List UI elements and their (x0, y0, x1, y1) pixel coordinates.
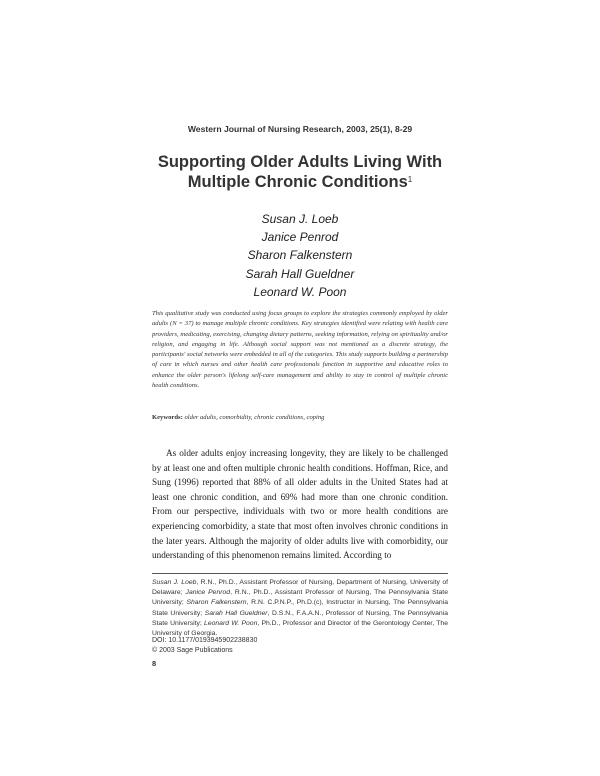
footnote-divider (152, 573, 448, 574)
footnote-author-affiliation: , R.N. C.P.N.P., Ph.D.(c), Instructor in Nursing, The Pennsylvania State University; (152, 599, 448, 617)
abstract: This qualitative study was conducted using focus groups to explore the strategies commonly employed by older adults (N = 37) to manage multiple chronic conditions. Key strategies identified were relating with health care providers, medicating, exercising, changing dietary patterns, seeking information, relying on spirituality and/or religion, and engaging in life. Although social support was not mentioned as a discrete strategy, the participants' social networks were embedded in all of the categories. This study supports building a partnership of care in which nurses and other health care professionals function in supportive and educative roles to enhance the older person's lifelong self-care management and ability to stay in control of multiple chronic health conditions. (152, 310, 448, 390)
author-affiliations-footnote (152, 578, 448, 639)
footnote-author-name: Leonard W. Poon (204, 619, 258, 627)
author-name: Leonard W. Poon (253, 284, 347, 299)
author-list (0, 210, 600, 301)
footnote-author-affiliation: , Ph.D., Professor and Director of the Gerontology Center, The University of Georgia. (152, 619, 448, 638)
author-name: Sharon Falkenstern (247, 248, 353, 263)
footnote-author-affiliation: , R.N., Ph.D., Assistant Professor of Nursing, Department of Nursing, University of Delaware; (152, 579, 448, 597)
footnote-author-affiliation: , D.S.N., F.A.A.N., Professor of Nursing, The Pennsylvania State University; (152, 609, 448, 627)
publication-info (152, 636, 448, 656)
keywords (152, 414, 448, 421)
footnote-author-affiliation: , R.N., Ph.D., Assistant Professor of Nursing, The Pennsylvania State University; (152, 589, 448, 607)
footnote-author-name: Sharon Falkenstern (186, 599, 247, 607)
article-title (100, 152, 500, 192)
body-paragraph: As older adults enjoy increasing longevity, they are likely to be challenged by at least one and often multiple chronic health conditions. Hoffman, Rice, and Sung (1996) reported that 88% of all older adults in the United States had at least one chronic condition, and 69% had more than one chronic condition. From our perspective, individuals with two or more health conditions are experiencing comorbidity, a state that most often involves chronic conditions in the later years. Although the majority of older adults live with comorbidity, our understanding of this phenomenon remains limited. According to (152, 448, 448, 561)
keywords-list: older adults, comorbidity, chronic conditions, coping (184, 414, 325, 421)
author-name: Janice Penrod (261, 230, 339, 245)
doi: DOI: 10.1177/0193945902238830 (152, 637, 258, 644)
footnote-author-name: Sarah Hall Gueldner (204, 609, 268, 617)
journal-citation: Western Journal of Nursing Research, 2003, 25(1), 8-29 (187, 124, 413, 134)
footnote-author-name: Janice Penrod (185, 589, 231, 597)
author-name: Sarah Hall Gueldner (245, 266, 355, 281)
keywords-label: Keywords: (152, 414, 183, 421)
footnote-author-name: Susan J. Loeb (152, 579, 197, 586)
author-name: Susan J. Loeb (261, 212, 339, 226)
copyright: © 2003 Sage Publications (152, 647, 233, 654)
title-footnote-marker: 1 (407, 175, 413, 184)
page-number: 8 (152, 659, 157, 668)
article-title-line1: Supporting Older Adults Living With (157, 153, 443, 171)
article-title-line2: Multiple Chronic Conditions (187, 173, 408, 191)
